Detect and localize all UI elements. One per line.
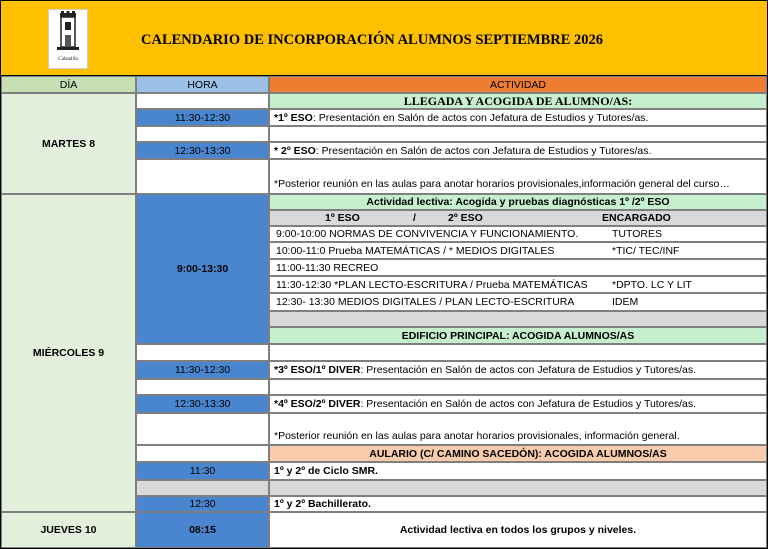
activity-empty xyxy=(269,379,767,395)
schedule-encargado: TUTORES xyxy=(612,228,662,240)
schedule-text: 11:30-12:30 *PLAN LECTO-ESCRITURA / Prueba MATEMÁTICAS xyxy=(276,278,588,291)
spacer-row xyxy=(269,480,767,496)
activity-note: *Posterior reunión en las aulas para anotar horarios provisionales,información general del curso… xyxy=(269,159,767,194)
group-label: * 2º ESO xyxy=(274,144,316,157)
activity-empty xyxy=(269,344,767,361)
schedule-row xyxy=(269,259,767,276)
section-llegada: LLEGADA Y ACOGIDA DE ALUMNO/AS: xyxy=(269,93,767,109)
schedule-row xyxy=(269,293,767,311)
activity-empty xyxy=(269,126,767,142)
time-cell: 12:30 xyxy=(136,496,269,512)
schedule-row xyxy=(269,226,767,242)
time-empty xyxy=(136,344,269,361)
time-empty xyxy=(136,379,269,395)
activity-note: *Posterior reunión en las aulas para anotar horarios provisionales, información general. xyxy=(269,413,767,445)
activity-row xyxy=(269,142,767,159)
title-banner xyxy=(1,1,767,76)
day-martes: MARTES 8 xyxy=(1,93,136,194)
schedule-row xyxy=(269,242,767,259)
subheader-1eso: 1º ESO xyxy=(325,212,360,224)
tower-icon xyxy=(49,10,87,68)
subheader-slash: / xyxy=(413,212,416,224)
spacer-row xyxy=(269,311,767,327)
time-cell: 12:30-13:30 xyxy=(136,395,269,413)
activity-row xyxy=(269,395,767,413)
header-dia: DÍA xyxy=(1,76,136,93)
group-label: *1º ESO xyxy=(274,111,313,124)
section-lectiva: Actividad lectiva: Acogida y pruebas diagnósticas 1º /2º ESO xyxy=(269,194,767,210)
header-actividad: ACTIVIDAD xyxy=(269,76,767,93)
page-title: CALENDARIO DE INCORPORACIÓN ALUMNOS SEPTIEMBRE 2026 xyxy=(141,32,604,48)
time-cell: 11:30-12:30 xyxy=(136,361,269,379)
schedule-row xyxy=(269,276,767,293)
activity-row: Actividad lectiva en todos los grupos y niveles. xyxy=(269,512,767,548)
time-block: 9:00-13:30 xyxy=(136,194,269,344)
schedule-encargado: *TIC/ TEC/INF xyxy=(612,244,680,257)
schedule-text: 10:00-11:0 Prueba MATEMÁTICAS / * MEDIOS DIGITALES xyxy=(276,244,555,257)
schedule-text: 11:00-11:30 RECREO xyxy=(276,261,379,274)
activity-text: : Presentación en Salón de actos con Jefatura de Estudios y Tutores/as. xyxy=(315,144,652,157)
time-cell: 08:15 xyxy=(136,512,269,548)
activity-row xyxy=(269,361,767,379)
activity-row: 1º y 2º Bachillerato. xyxy=(269,496,767,512)
activity-text: : Presentación en Salón de actos con Jefatura de Estudios y Tutores/as. xyxy=(360,364,697,376)
header-hora: HORA xyxy=(136,76,269,93)
time-cell: 11:30 xyxy=(136,462,269,480)
subheader-row xyxy=(269,210,767,226)
time-cell: 12:30-13:30 xyxy=(136,142,269,159)
schedule-text: 9:00-10:00 NORMAS DE CONVIVENCIA Y FUNCIONAMIENTO. xyxy=(276,228,579,240)
group-label: *4º ESO/2º DIVER xyxy=(274,398,361,410)
schedule-text: 12:30- 13:30 MEDIOS DIGITALES / PLAN LECTO-ESCRITURA xyxy=(276,296,575,308)
subheader-encargado: ENCARGADO xyxy=(602,212,671,224)
svg-text:Calatalifa: Calatalifa xyxy=(58,57,78,62)
section-aulario: AULARIO (C/ CAMINO SACEDÓN): ACOGIDA ALUMNOS/AS xyxy=(269,445,767,462)
time-empty xyxy=(136,93,269,109)
day-miercoles: MIÉRCOLES 9 xyxy=(1,194,136,512)
activity-text: : Presentación en Salón de actos con Jefatura de Estudios y Tutores/as. xyxy=(312,111,649,124)
time-empty xyxy=(136,126,269,142)
schedule-encargado: IDEM xyxy=(612,296,639,308)
schedule-encargado: *DPTO. LC Y LIT xyxy=(612,278,692,291)
time-cell: 11:30-12:30 xyxy=(136,109,269,126)
time-empty xyxy=(136,445,269,462)
group-label: *3º ESO/1º DIVER xyxy=(274,364,361,376)
time-empty xyxy=(136,413,269,445)
activity-text: : Presentación en Salón de actos con Jefatura de Estudios y Tutores/as. xyxy=(360,398,697,410)
time-empty xyxy=(136,159,269,194)
activity-row: 1º y 2º de Ciclo SMR. xyxy=(269,462,767,480)
day-jueves: JUEVES 10 xyxy=(1,512,136,548)
activity-row xyxy=(269,109,767,126)
subheader-2eso: 2º ESO xyxy=(448,212,483,224)
school-logo xyxy=(48,9,88,69)
section-edificio: EDIFICIO PRINCIPAL: ACOGIDA ALUMNOS/AS xyxy=(269,327,767,344)
spacer-cell xyxy=(136,480,269,496)
